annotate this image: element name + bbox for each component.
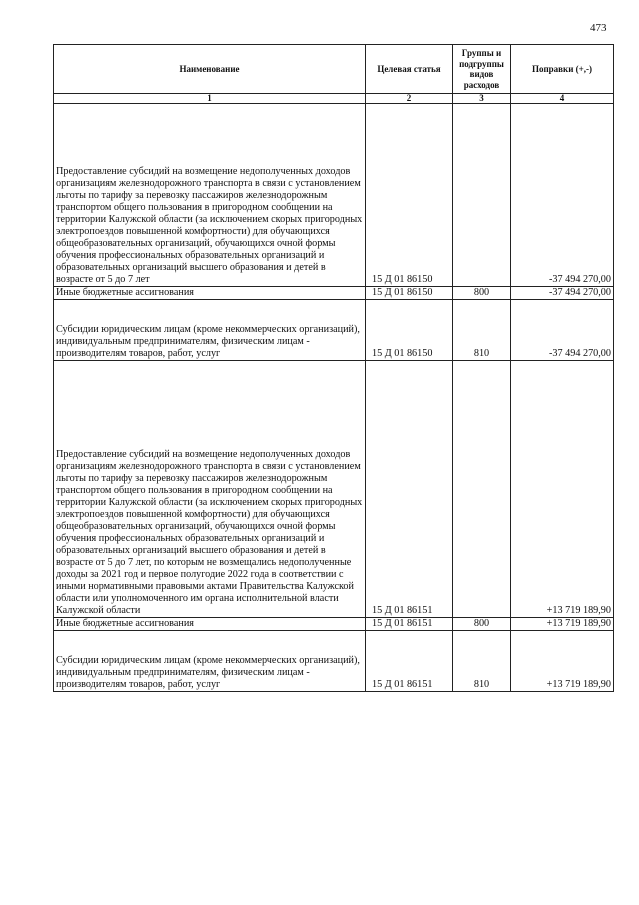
row-amount: +13 719 189,90 — [511, 361, 614, 618]
row-group: 800 — [453, 287, 511, 300]
column-number: 3 — [453, 94, 511, 104]
table-header-row — [54, 45, 614, 94]
table-row — [54, 618, 614, 631]
table-row — [54, 300, 614, 361]
row-name: Предоставление субсидий на возмещение недополученных доходов организациям железнодорожного транспорта в связи с установлением льготы по тарифу за перевозку пассажиров железнодорожным транспортом общего пользования в пригородном сообщении на территории Калужской области (за исключением скорых пригородных электропоездов повышенной комфортности) для обучающихся общеобразовательных организаций, обучающихся очной формы обучения профессиональных образовательных организаций и образовательных организаций высшего образования и детей в возрасте от 5 до 7 лет, по которым не возмещались недополученные доходы за 2021 год и первое полугодие 2022 года в соответствии с иными нормативными правовыми актами Правительства Калужской области или уполномоченного им органа исполнительной власти Калужской области — [54, 361, 366, 618]
row-name: Субсидии юридическим лицам (кроме некоммерческих организаций), индивидуальным предпринимателям, физическим лицам - производителям товаров, работ, услуг — [54, 631, 366, 692]
row-amount: -37 494 270,00 — [511, 104, 614, 287]
row-group — [453, 361, 511, 618]
header-amendments: Поправки (+,-) — [511, 45, 614, 94]
header-groups: Группы и подгруппы видов расходов — [453, 45, 511, 94]
page-number: 473 — [590, 22, 607, 34]
row-code: 15 Д 01 86150 — [366, 104, 453, 287]
table-row — [54, 104, 614, 287]
header-target-article: Целевая статья — [366, 45, 453, 94]
row-code: 15 Д 01 86151 — [366, 618, 453, 631]
row-group: 810 — [453, 631, 511, 692]
row-group: 810 — [453, 300, 511, 361]
row-group: 800 — [453, 618, 511, 631]
column-number-row — [54, 94, 614, 104]
row-name: Субсидии юридическим лицам (кроме некоммерческих организаций), индивидуальным предпринимателям, физическим лицам - производителям товаров, работ, услуг — [54, 300, 366, 361]
row-group — [453, 104, 511, 287]
table-row — [54, 631, 614, 692]
row-name: Иные бюджетные ассигнования — [54, 287, 366, 300]
header-name: Наименование — [54, 45, 366, 94]
column-number: 2 — [366, 94, 453, 104]
table-row — [54, 287, 614, 300]
column-number: 4 — [511, 94, 614, 104]
row-name: Предоставление субсидий на возмещение недополученных доходов организациям железнодорожного транспорта в связи с установлением льготы по тарифу за перевозку пассажиров железнодорожным транспортом общего пользования в пригородном сообщении на территории Калужской области (за исключением скорых пригородных электропоездов повышенной комфортности) для обучающихся общеобразовательных организаций, обучающихся очной формы обучения профессиональных образовательных организаций и образовательных организаций высшего образования и детей в возрасте от 5 до 7 лет — [54, 104, 366, 287]
row-code: 15 Д 01 86150 — [366, 300, 453, 361]
row-amount: +13 719 189,90 — [511, 631, 614, 692]
row-amount: -37 494 270,00 — [511, 287, 614, 300]
row-code: 15 Д 01 86151 — [366, 631, 453, 692]
row-name: Иные бюджетные ассигнования — [54, 618, 366, 631]
row-code: 15 Д 01 86151 — [366, 361, 453, 618]
row-amount: -37 494 270,00 — [511, 300, 614, 361]
column-number: 1 — [54, 94, 366, 104]
row-amount: +13 719 189,90 — [511, 618, 614, 631]
budget-amendments-table — [53, 44, 614, 692]
table-row — [54, 361, 614, 618]
row-code: 15 Д 01 86150 — [366, 287, 453, 300]
